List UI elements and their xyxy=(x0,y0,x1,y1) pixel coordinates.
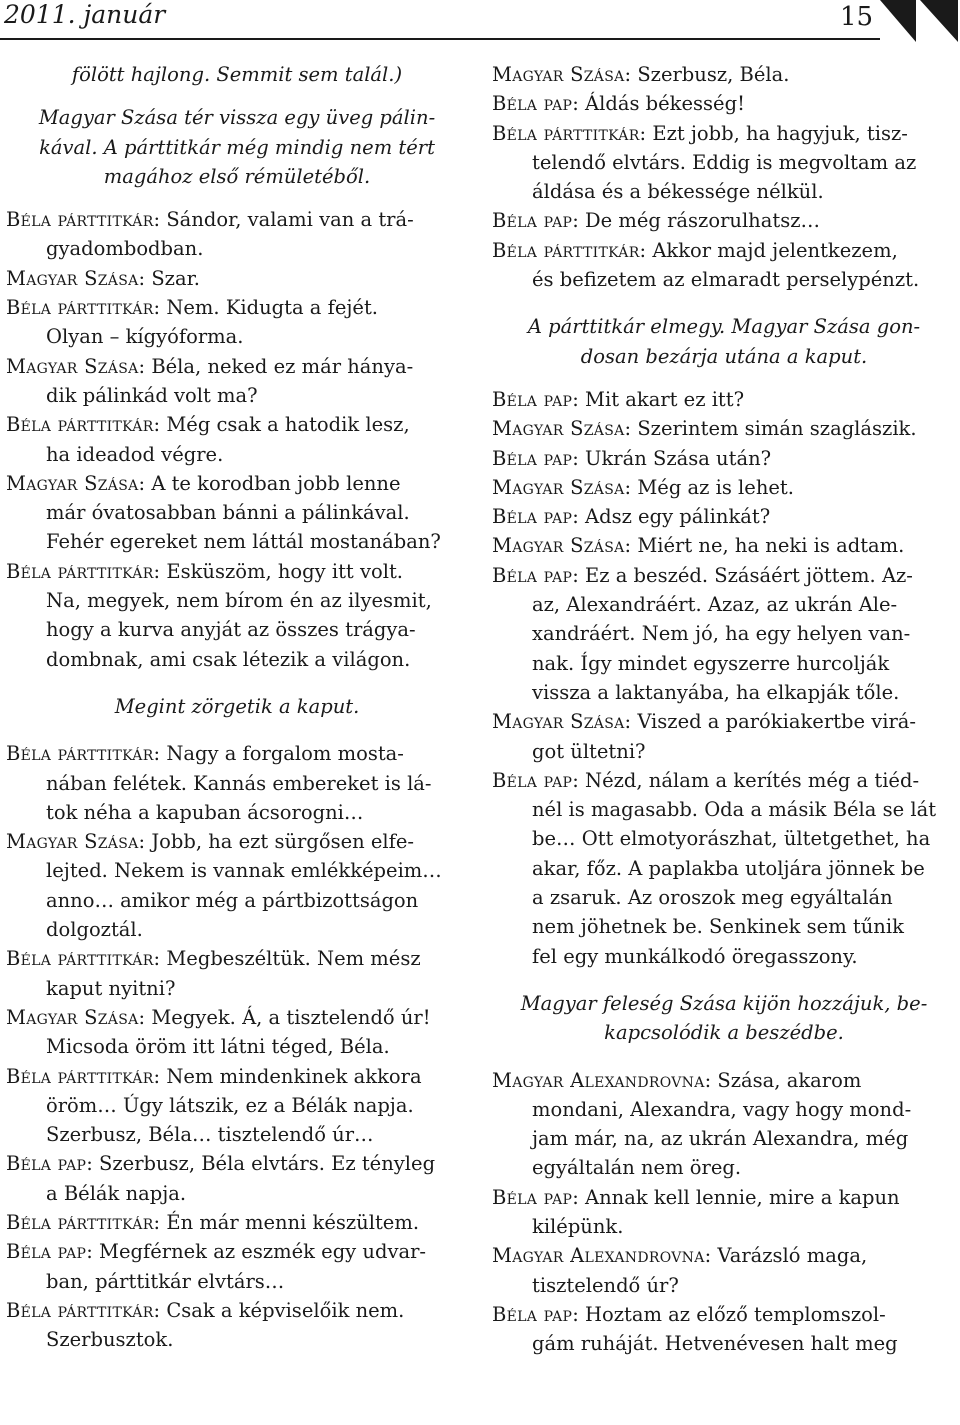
dialogue-line: Béla párttitkár: Ezt jobb, ha hagyjuk, tisz- telendő elvtárs. Eddig is megvoltam az áldása és a békessége nélkül. xyxy=(492,121,917,204)
speaker-name: Béla pap xyxy=(492,92,573,116)
speaker-name: Magyar Szása xyxy=(6,354,139,378)
dialogue-line: Magyar Szása: Megyek. Á, a tisztelendő úr! Micsoda öröm itt látni téged, Béla. xyxy=(6,1005,431,1059)
stage-direction: fölött hajlong. Semmit sem talál.) Magyar Szása tér vissza egy üveg pálin- kával. A párttitkár még mindig nem tért magához első rémületéből. xyxy=(38,63,436,188)
speaker-name: Béla pap xyxy=(492,563,573,587)
speaker-name: Béla pap xyxy=(492,768,573,792)
dialogue-line: Béla pap: Nézd, nálam a kerítés még a tiéd- nél is magasabb. Oda a másik Béla se lát be… Ott elmotyorászhat, ültetgethet, ha akar, főz. A paplakba utoljára jönnek be a zsaruk. Az oroszok meg egyáltalán nem jöhetnek be. Senkinek sem tűnik fel egy munkálkodó öregasszony. xyxy=(492,768,937,968)
dialogue-line: Magyar Szása: A te korodban jobb lenne már óvatosabban bánni a pálinkával. Fehér egereket nem láttál mostanában? xyxy=(6,471,441,554)
dialogue-line: Béla párttitkár: Megbeszéltük. Nem mész kaput nyitni? xyxy=(6,947,421,1000)
stage-direction: A párttitkár elmegy. Magyar Szása gon- dosan bezárja utána a kaput. xyxy=(527,315,921,368)
speaker-name: Magyar Szása xyxy=(6,471,139,495)
speaker-name: Béla párttitkár xyxy=(6,1210,154,1234)
dialogue-line: Magyar Szása: Béla, neked ez már hánya- dik pálinkád volt ma? xyxy=(6,354,414,407)
speaker-name: Béla párttitkár xyxy=(6,1298,154,1322)
dialogue-line: Béla párttitkár: Nem. Kidugta a fejét. Olyan – kígyóforma. xyxy=(6,296,379,349)
dialogue-line: Béla pap: Ez a beszéd. Szásáért jöttem. Az- az, Alexandráért. Azaz, az ukrán Ale- xandráért. Nem jó, ha egy helyen van- nak. Így mindet egyszerre hurcolják vissza a laktanyába, ha elkapják tőle. xyxy=(492,563,913,704)
speaker-name: Béla párttitkár xyxy=(492,121,640,145)
dialogue-line: Béla párttitkár: Én már menni készültem. xyxy=(6,1210,420,1234)
speaker-name: Béla párttitkár xyxy=(492,238,640,262)
dialogue-line: Béla pap: Ukrán Szása után? xyxy=(492,446,772,470)
dialogue-line: Béla párttitkár: Nem mindenkinek akkora öröm… Úgy látszik, ez a Bélák napja. Szerbusz, Béla… tisztelendő úr… xyxy=(6,1064,422,1147)
speaker-name: Magyar Szása xyxy=(492,534,625,558)
dialogue-line: Béla párttitkár: Csak a képviselőik nem. Szerbusztok. xyxy=(6,1298,405,1352)
header-date: 2011. január xyxy=(4,0,166,29)
dialogue-line: Béla pap: Adsz egy pálinkát? xyxy=(492,505,771,529)
speaker-name: Magyar Szása xyxy=(492,417,625,441)
speaker-name: Béla pap xyxy=(492,209,573,233)
dialogue-line: Béla pap: Megférnek az eszmék egy udvar- ban, párttitkár elvtárs… xyxy=(6,1240,426,1293)
dialogue-line: Magyar Szása: Még az is lehet. xyxy=(492,475,794,499)
dialogue-line: Béla párttitkár: Sándor, valami van a trá- gyadombodban. xyxy=(6,208,414,261)
speaker-name: Magyar Szása xyxy=(6,830,139,854)
dialogue-line: Magyar Szása: Miért ne, ha neki is adtam. xyxy=(492,534,905,558)
double-triangle-logo-icon xyxy=(880,0,960,44)
speaker-name: Béla párttitkár xyxy=(6,559,154,583)
speaker-name: Béla pap xyxy=(492,387,573,411)
speaker-name: Magyar Alexandrovna xyxy=(492,1068,705,1092)
dialogue-line: Magyar Szása: Szerintem simán szaglászik. xyxy=(492,417,917,441)
dialogue-line: Magyar Alexandrovna: Szása, akarom mondani, Alexandra, vagy hogy mond- jam már, na, az ukrán Alexandra, még egyáltalán nem öreg. xyxy=(492,1068,912,1180)
dialogue-line: Béla pap: Szerbusz, Béla elvtárs. Ez tényleg a Bélák napja. xyxy=(6,1152,436,1205)
right-column xyxy=(492,60,956,1358)
dialogue-line: Béla párttitkár: Akkor majd jelentkezem, és befizetem az elmaradt perselypénzt. xyxy=(492,238,920,292)
speaker-name: Béla párttitkár xyxy=(6,1064,154,1088)
dialogue-line: Magyar Szása: Viszed a parókiakertbe virá- got ültetni? xyxy=(492,710,916,763)
speaker-name: Béla párttitkár xyxy=(6,947,154,971)
page-number: 15 xyxy=(840,2,874,32)
speaker-name: Magyar Szása xyxy=(492,63,625,86)
dialogue-line: Magyar Alexandrovna: Varázsló maga, tisztelendő úr? xyxy=(492,1244,868,1297)
speaker-name: Béla pap xyxy=(492,1185,573,1209)
speaker-name: Béla pap xyxy=(492,505,573,529)
speaker-name: Béla párttitkár xyxy=(6,296,154,320)
speaker-name: Magyar Szása xyxy=(6,266,139,290)
dialogue-line: Béla pap: Annak kell lennie, mire a kapun kilépünk. xyxy=(492,1185,900,1238)
speaker-name: Magyar Szása xyxy=(6,1005,139,1029)
dialogue-line: Béla pap: De még rászorulhatsz… xyxy=(492,209,820,233)
speaker-name: Béla párttitkár xyxy=(6,208,154,232)
left-column xyxy=(6,60,468,1354)
dialogue-line: Béla pap: Mit akart ez itt? xyxy=(492,387,745,411)
stage-direction: Megint zörgetik a kaput. xyxy=(114,694,360,718)
speaker-name: Magyar Szása xyxy=(492,710,625,734)
speaker-name: Magyar Alexandrovna xyxy=(492,1244,705,1268)
dialogue-line: Béla párttitkár: Nagy a forgalom mosta- nában felétek. Kannás embereket is lá- tok néha a kapuban ácsorogni… xyxy=(6,742,432,824)
dialogue-line: Magyar Szása: Jobb, ha ezt sürgősen elfe- lejted. Nekem is vannak emlékképeim… anno… amikor még a pártbizottságon dolgoztál. xyxy=(6,830,442,942)
dialogue-line: Béla párttitkár: Esküszöm, hogy itt volt. Na, megyek, nem bírom én az ilyesmit, hogy a kurva anyját az összes trágya- dombnak, ami csak létezik a világon. xyxy=(6,559,432,671)
dialogue-line: Magyar Szása: Szerbusz, Béla. xyxy=(492,63,790,86)
dialogue-line: Béla pap: Áldás békesség! xyxy=(492,92,745,116)
speaker-name: Béla párttitkár xyxy=(6,742,154,766)
speaker-name: Magyar Szása xyxy=(492,475,625,499)
dialogue-line: Magyar Szása: Szar. xyxy=(6,266,200,290)
speaker-name: Béla pap xyxy=(6,1240,87,1264)
stage-direction: Magyar feleség Szása kijön hozzájuk, be- kapcsolódik a beszédbe. xyxy=(520,991,928,1045)
dialogue-line: Béla pap: Hoztam az előző templomszol- gám ruháját. Hetvenévesen halt meg xyxy=(492,1302,898,1356)
speaker-name: Béla párttitkár xyxy=(6,413,154,437)
speaker-name: Béla pap xyxy=(492,446,573,470)
speaker-name: Béla pap xyxy=(492,1302,573,1326)
header-rule xyxy=(0,38,880,40)
speaker-name: Béla pap xyxy=(6,1152,87,1176)
dialogue-line: Béla párttitkár: Még csak a hatodik lesz, ha ideadod végre. xyxy=(6,413,410,466)
